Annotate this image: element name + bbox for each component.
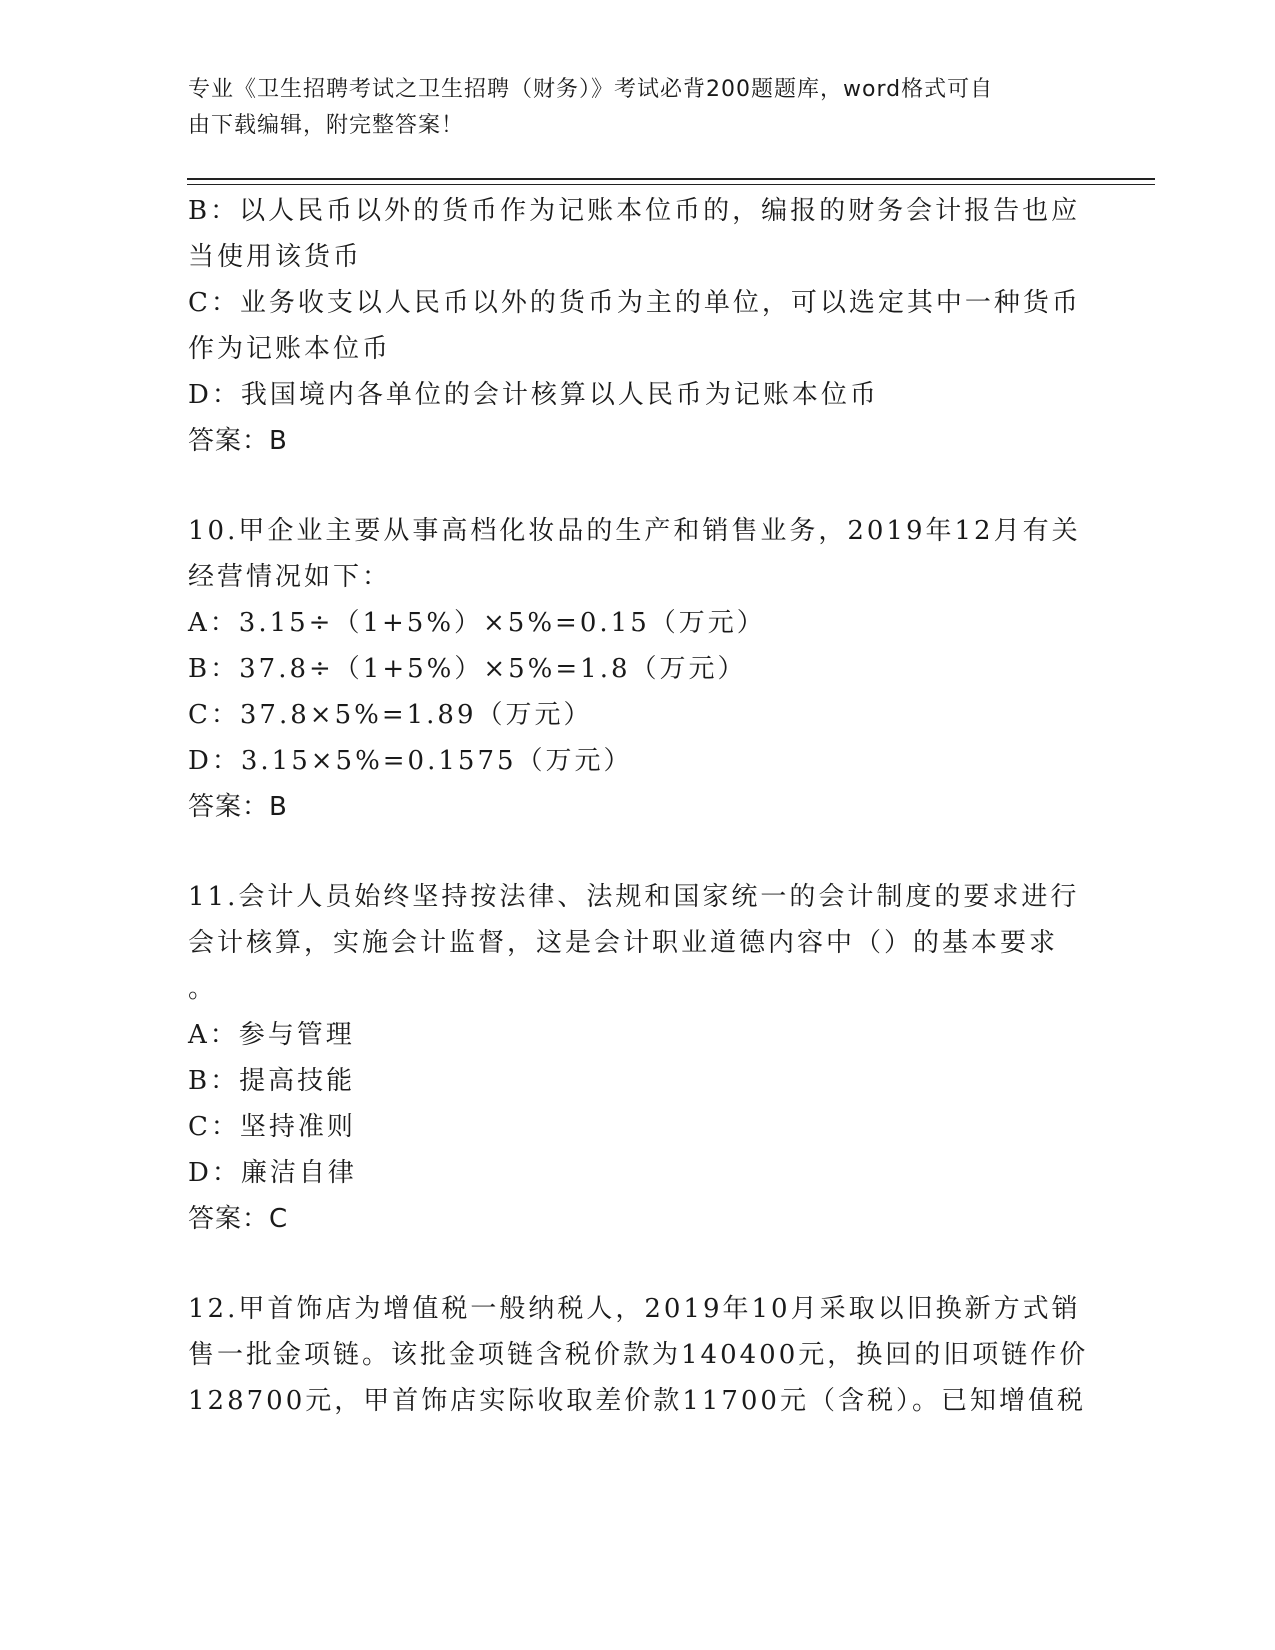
spacer [188, 1242, 1088, 1286]
question-12-block [188, 1286, 1088, 1424]
document-body [188, 188, 1088, 1424]
q11-option-c: C：坚持准则 [188, 1112, 356, 1142]
header-divider-thin [187, 184, 1155, 185]
q10-answer: 答案：B [188, 792, 288, 822]
header-line-1: 专业《卫生招聘考试之卫生招聘（财务）》考试必背200题题库，word格式可自 [188, 77, 994, 102]
q11-option-b: B：提高技能 [188, 1066, 356, 1096]
q12-stem-line-1: 12.甲首饰店为增值税一般纳税人，2019年10月采取以旧换新方式销 [188, 1294, 1081, 1324]
q9-option-c-line-2: 作为记账本位币 [188, 334, 392, 364]
q9-option-d: D：我国境内各单位的会计核算以人民币为记账本位币 [188, 380, 879, 410]
header-divider-thick [187, 178, 1155, 180]
spacer [188, 464, 1088, 508]
q12-stem-line-3: 128700元，甲首饰店实际收取差价款11700元（含税）。已知增值税 [188, 1386, 1086, 1416]
q10-option-a: A：3.15÷（1+5%）×5%=0.15（万元） [188, 608, 766, 638]
q10-stem-line-2: 经营情况如下： [188, 562, 392, 592]
q11-stem-line-1: 11.会计人员始终坚持按法律、法规和国家统一的会计制度的要求进行 [188, 882, 1080, 912]
spacer [188, 830, 1088, 874]
q12-stem-line-2: 售一批金项链。该批金项链含税价款为140400元，换回的旧项链作价 [188, 1340, 1089, 1370]
q9-option-c-line-1: C：业务收支以人民币以外的货币为主的单位，可以选定其中一种货币 [188, 288, 1081, 318]
q11-answer: 答案：C [188, 1204, 289, 1234]
q11-option-a: A：参与管理 [188, 1020, 355, 1050]
q10-option-d: D：3.15×5%=0.1575（万元） [188, 746, 633, 776]
q10-stem-line-1: 10.甲企业主要从事高档化妆品的生产和销售业务，2019年12月有关 [188, 516, 1081, 546]
q11-option-d: D：廉洁自律 [188, 1158, 357, 1188]
q9-answer: 答案：B [188, 426, 288, 456]
q11-stem-line-2: 会计核算，实施会计监督，这是会计职业道德内容中（）的基本要求 [188, 928, 1059, 958]
q9-option-b-line-1: B：以人民币以外的货币作为记账本位币的，编报的财务会计报告也应 [188, 196, 1081, 226]
question-11-block [188, 874, 1088, 1242]
q11-stem-line-3: 。 [188, 974, 218, 1004]
question-10-block [188, 508, 1088, 830]
question-9-block [188, 188, 1088, 464]
document-header [188, 72, 1088, 144]
q10-option-b: B：37.8÷（1+5%）×5%=1.8（万元） [188, 654, 747, 684]
header-line-2: 由下载编辑，附完整答案！ [188, 113, 465, 138]
q9-option-b-line-2: 当使用该货币 [188, 242, 363, 272]
q10-option-c: C：37.8×5%=1.89（万元） [188, 700, 593, 730]
